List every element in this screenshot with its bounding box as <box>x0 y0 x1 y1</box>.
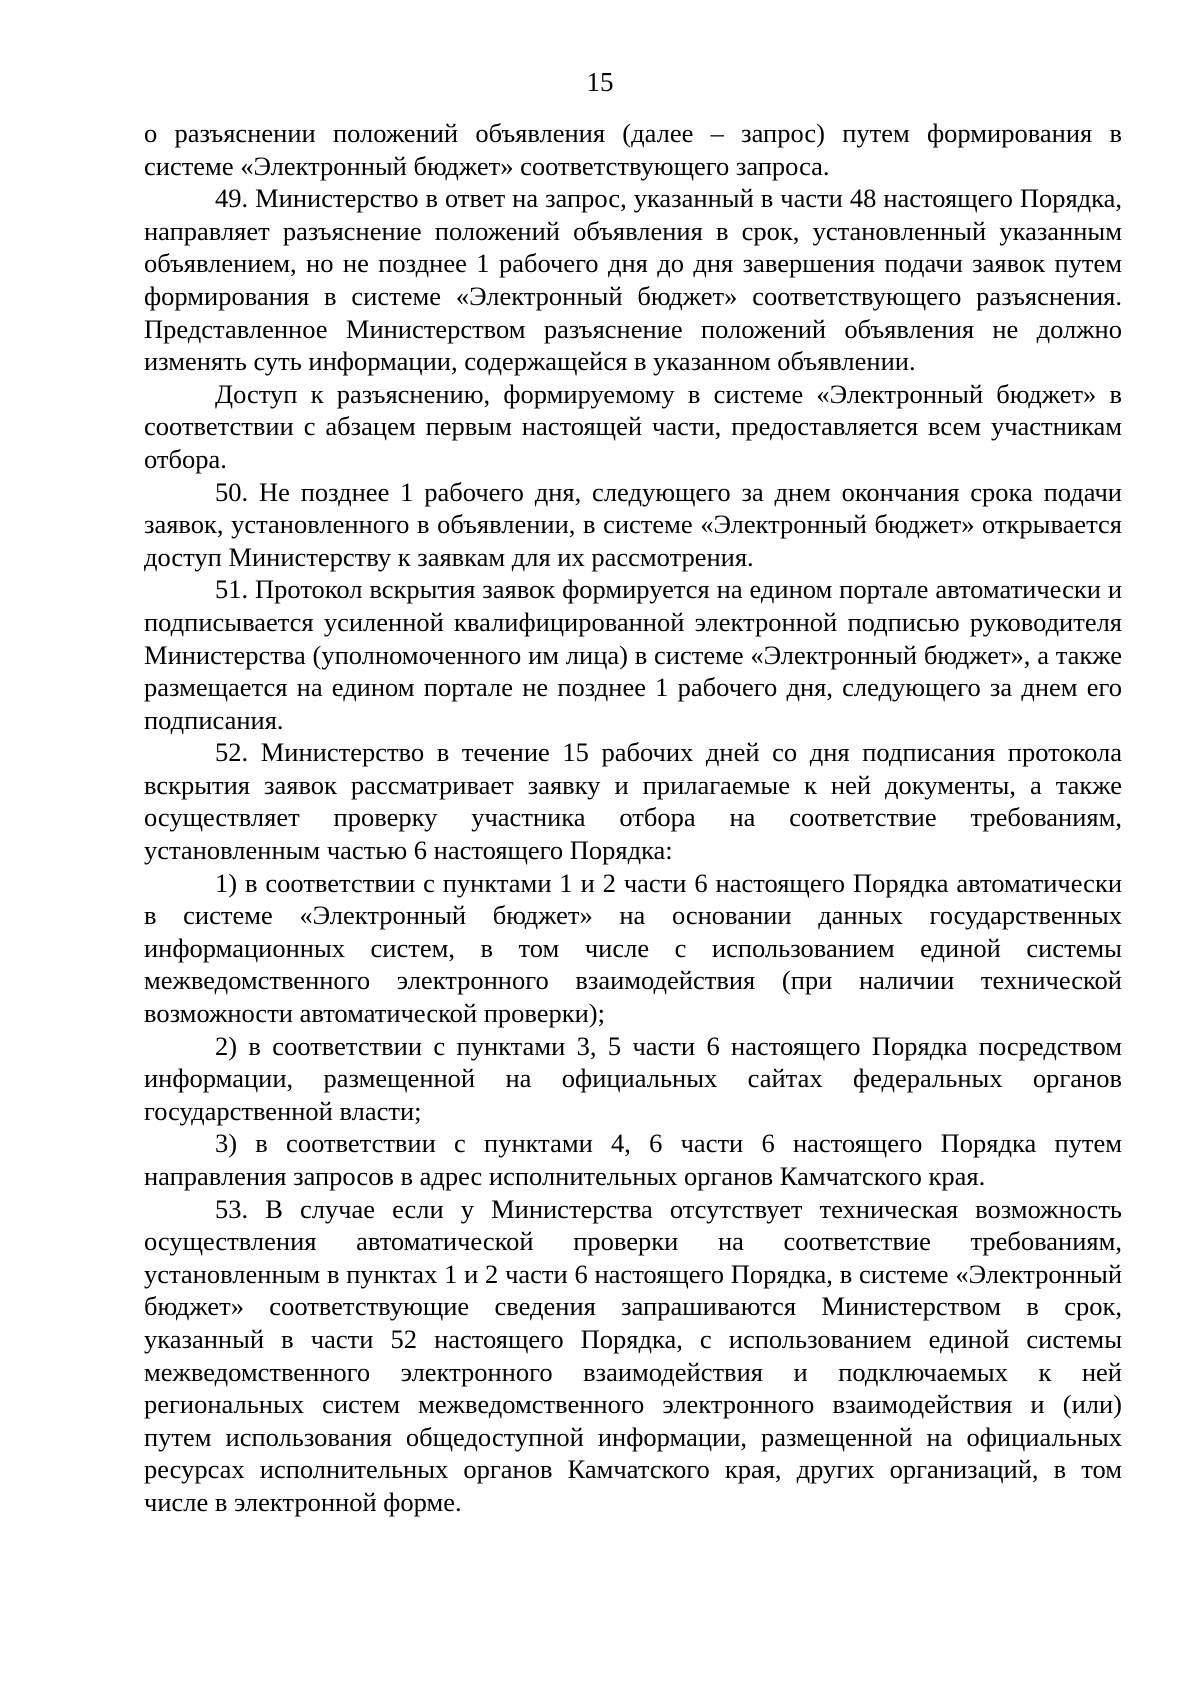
paragraph-51: 51. Протокол вскрытия заявок формируется на едином портале автоматически и подписывается усиленной квалифицированной электронной подписью руководителя Министерства (уполномоченного им лица) в системе «Электронный бюджет», а также размещается на едином портале не позднее 1 рабочего дня, следующего за днем его подписания. <box>144 574 1122 735</box>
document-body <box>144 117 1122 1519</box>
paragraph-52-item-3: 3) в соответствии с пунктами 4, 6 части 6 настоящего Порядка путем направления запросов в адрес исполнительных органов Камчатского края. <box>144 1128 1122 1191</box>
page-number: 15 <box>586 67 614 97</box>
paragraph-52-item-2: 2) в соответствии с пунктами 3, 5 части 6 настоящего Порядка посредством информации, размещенной на официальных сайтах федеральных органов государственной власти; <box>144 1030 1122 1126</box>
paragraph-49-access: Доступ к разъяснению, формируемому в системе «Электронный бюджет» в соответствии с абзацем первым настоящей части, предоставляется всем участникам отбора. <box>144 378 1122 474</box>
paragraph-52-item-1: 1) в соответствии с пунктами 1 и 2 части 6 настоящего Порядка автоматически в системе «Электронный бюджет» на основании данных государственных информационных систем, в том числе с использованием единой системы межведомственного электронного взаимодействия (при наличии технической возможности автоматической проверки); <box>144 867 1122 1029</box>
paragraph-49: 49. Министерство в ответ на запрос, указанный в части 48 настоящего Порядка, направляет разъяснение положений объявления в срок, установленный указанным объявлением, но не позднее 1 рабочего дня до дня завершения подачи заявок путем формирования в системе «Электронный бюджет» соответствующего разъяснения. Представленное Министерством разъяснение положений объявления не должно изменять суть информации, содержащейся в указанном объявлении. <box>144 183 1122 377</box>
paragraph-continuation: о разъяснении положений объявления (далее – запрос) путем формирования в системе «Электронный бюджет» соответствующего запроса. <box>144 118 1122 181</box>
paragraph-52: 52. Министерство в течение 15 рабочих дней со дня подписания протокола вскрытия заявок рассматривает заявку и прилагаемые к ней документы, а также осуществляет проверку участника отбора на соответствие требованиям, установленным частью 6 настоящего Порядка: <box>144 737 1122 866</box>
paragraph-50: 50. Не позднее 1 рабочего дня, следующего за днем окончания срока подачи заявок, установленного в объявлении, в системе «Электронный бюджет» открывается доступ Министерству к заявкам для их рассмотрения. <box>144 476 1122 572</box>
paragraph-53: 53. В случае если у Министерства отсутствует техническая возможность осуществления автоматической проверки на соответствие требованиям, установленным в пунктах 1 и 2 части 6 настоящего Порядка, в системе «Электронный бюджет» соответствующие сведения запрашиваются Министерством в срок, указанный в части 52 настоящего Порядка, с использованием единой системы межведомственного электронного взаимодействия и подключаемых к ней региональных систем межведомственного электронного взаимодействия и (или) путем использования общедоступной информации, размещенной на официальных ресурсах исполнительных органов Камчатского края, других организаций, в том числе в электронной форме. <box>144 1193 1122 1517</box>
